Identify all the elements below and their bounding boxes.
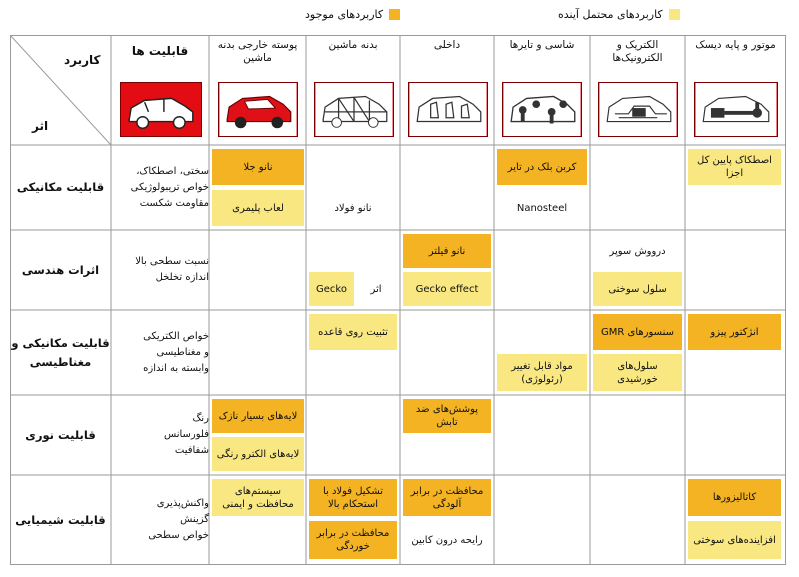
corner-application-label: کاربرد xyxy=(64,53,101,67)
application-cell: نانو فولاد xyxy=(334,202,372,214)
car-frame-icon xyxy=(314,82,394,137)
application-cell: لایه‌های بسیار نازک xyxy=(212,399,304,433)
row-properties-optical xyxy=(113,395,209,475)
application-cell: Gecko effect xyxy=(403,272,491,306)
application-cell: نانو جلا xyxy=(212,149,304,185)
application-cell: Gecko xyxy=(309,272,354,306)
property-text: رنگ xyxy=(192,413,209,424)
electronics-chip-icon xyxy=(598,82,678,137)
application-cell: رایحه درون کابین xyxy=(411,534,483,546)
application-cell: افزاینده‌های سوختی xyxy=(688,521,781,559)
property-text: گزینش xyxy=(180,514,209,525)
application-cell: پوشش‌های ضد تابش xyxy=(403,399,491,433)
row-header-optical: قابلیت نوری xyxy=(25,427,96,442)
car-seats-icon xyxy=(408,82,488,137)
legend-existing-label: کاربردهای موجود xyxy=(305,7,384,21)
application-cell: درووش سوپر xyxy=(609,245,666,257)
row-properties-geometric xyxy=(113,230,209,310)
application-cell: لایه‌های الکترو رنگی xyxy=(212,437,304,471)
application-cell: تشکیل فولاد با استحکام بالا xyxy=(309,479,397,516)
row-header-electromagnetic: قابلیت مکانیکی و مغناطیسی xyxy=(11,335,110,369)
application-cell: سلول سوختی xyxy=(593,272,682,306)
column-header-chassis-tires: شاسی و تایرها xyxy=(509,39,575,51)
engine-piston-icon xyxy=(694,82,778,137)
property-text: خواص الکتریکی xyxy=(143,330,209,342)
application-cell: سلول‌های خورشیدی xyxy=(593,354,682,391)
property-text: اندازه تخلخل xyxy=(155,272,209,283)
property-text: خواص سطحی xyxy=(148,530,209,541)
column-header-exterior-body: پوسته خارجی بدنه ماشین xyxy=(217,39,298,64)
application-cell: اثر xyxy=(370,283,382,295)
column-header-capabilities: قابلیت ها xyxy=(131,44,189,58)
property-text: نسبت سطحی بالا xyxy=(135,256,209,267)
legend-potential-label: کاربردهای محتمل آینده xyxy=(558,7,663,21)
application-cell: انژکتور پیزو xyxy=(688,314,781,350)
column-header-body: بدنه ماشین xyxy=(328,39,378,51)
application-cell: تثبیت روی قاعده xyxy=(309,314,397,350)
column-header-engine: موتور و پایه دیسک xyxy=(695,39,776,51)
row-header-mechanical: قابلیت مکانیکی xyxy=(16,180,105,194)
nanotech-applications-table xyxy=(10,35,786,565)
application-cell: لعاب پلیمری xyxy=(212,190,304,226)
car-outline-icon xyxy=(120,82,202,137)
legend-existing-swatch xyxy=(389,9,400,20)
column-header-electronics: الکتریک و الکترونیک‌ها xyxy=(612,39,663,64)
property-text: مقاومت شکست xyxy=(139,197,209,209)
application-cell: مواد قابل تغییر (رئولوژی) xyxy=(497,354,587,391)
application-cell: سیستم‌های محافظت و ایمنی xyxy=(212,479,304,516)
property-text: واکنش‌پذیری xyxy=(156,498,209,509)
application-cell: سنسورهای GMR xyxy=(593,314,682,350)
row-header-geometric: اثرات هندسی xyxy=(21,262,100,277)
application-cell: اصطکاک پایین کل اجزا xyxy=(688,149,781,185)
legend-potential xyxy=(558,4,680,24)
row-properties-mechanical xyxy=(113,145,209,230)
application-cell: کربن بلک در تایر xyxy=(497,149,587,185)
car-red-body-icon xyxy=(218,82,298,137)
application-cell: کاتالیزورها xyxy=(688,479,781,516)
property-text: و مغناطیسی xyxy=(156,346,209,358)
property-text: سختی، اصطکاک، xyxy=(136,165,209,177)
property-text: شفافیت xyxy=(174,445,209,456)
legend-existing xyxy=(305,4,400,24)
legend-potential-swatch xyxy=(669,9,680,20)
application-cell: محافظت در برابر خوردگی xyxy=(309,521,397,559)
column-header-interior: داخلی xyxy=(433,39,461,51)
property-text: وابسته به اندازه xyxy=(143,362,209,374)
application-cell: Nanosteel xyxy=(516,202,568,214)
corner-effect-label: اثر xyxy=(32,119,49,133)
application-cell: محافظت در برابر آلودگی xyxy=(403,479,491,516)
chassis-tires-icon xyxy=(502,82,582,137)
row-header-chemical: قابلیت شیمیایی xyxy=(15,512,106,527)
property-text: خواص تریبولوژیکی xyxy=(130,181,209,193)
row-properties-chemical xyxy=(113,475,209,565)
row-properties-electromagnetic xyxy=(113,310,209,395)
application-cell: نانو فیلتر xyxy=(403,234,491,268)
property-text: فلورسانس xyxy=(163,429,209,440)
